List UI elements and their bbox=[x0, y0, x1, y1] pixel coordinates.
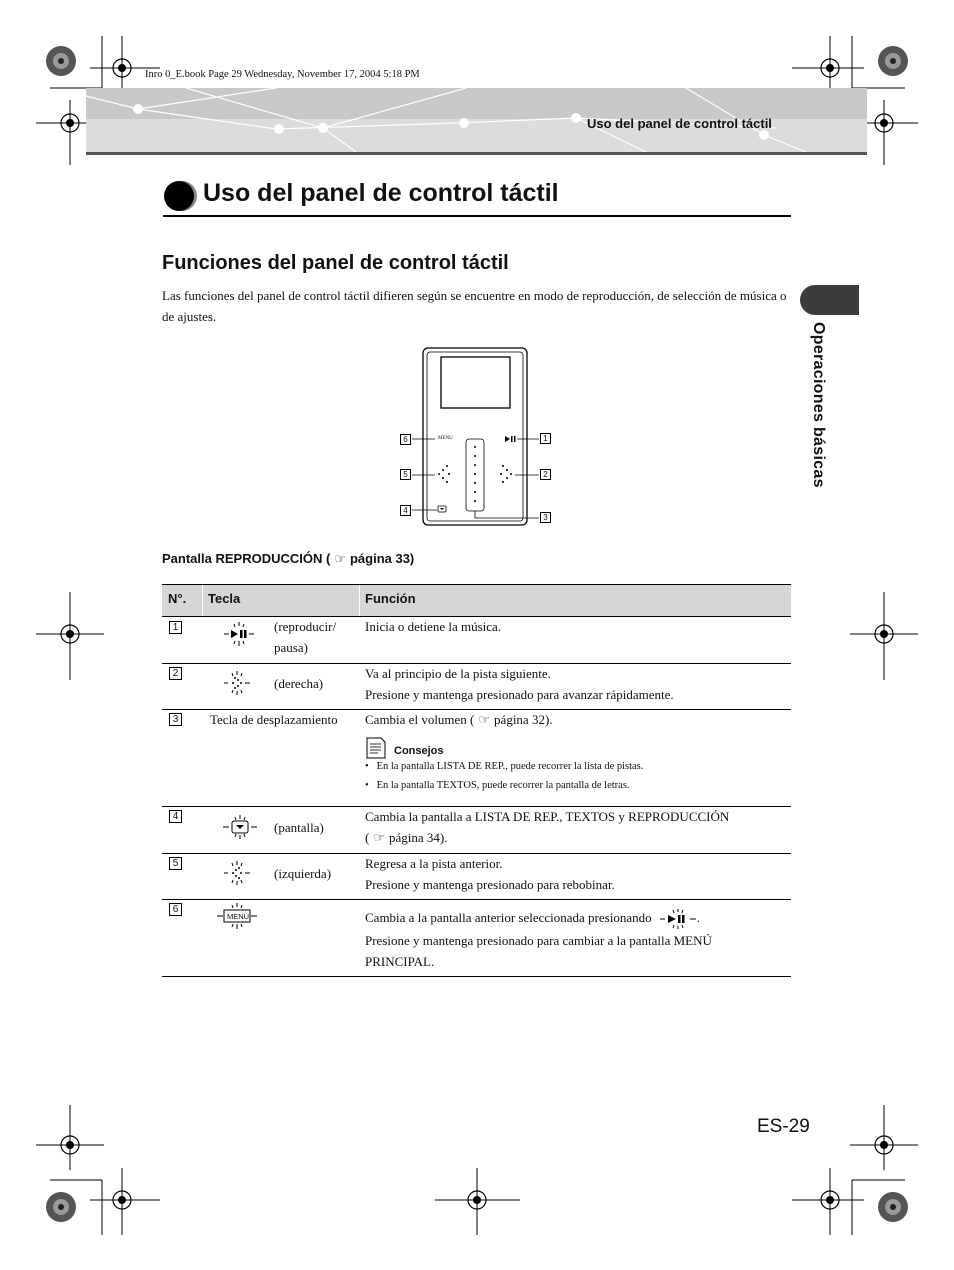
tip-item-2: • En la pantalla TEXTOS, puede recorrer la pantalla de letras. bbox=[365, 780, 630, 791]
book-info-line: Inro 0_E.book Page 29 Wednesday, November 17, 2004 5:18 PM bbox=[145, 69, 420, 80]
reference-hand-icon: ☞ bbox=[334, 551, 346, 566]
row-1-number: 1 bbox=[169, 621, 182, 634]
page-title: Uso del panel de control táctil bbox=[203, 179, 559, 207]
reference-hand-icon: ☞ bbox=[478, 712, 491, 727]
callout-6: 6 bbox=[400, 434, 411, 445]
row-5-function-2: Presione y mantenga presionado para rebobinar. bbox=[365, 877, 615, 892]
intro-paragraph: Las funciones del panel de control táctil difieren según se encuentre en modo de reproducción, de selección de música o de ajustes. bbox=[162, 288, 787, 324]
row-2-number: 2 bbox=[169, 667, 182, 680]
row-5-key-text: (izquierda) bbox=[274, 866, 332, 881]
title-bullet-icon bbox=[164, 181, 194, 211]
row-5-function-1: Regresa a la pista anterior. bbox=[365, 856, 503, 871]
row-6-number: 6 bbox=[169, 903, 182, 916]
row-4-function-1: Cambia la pantalla a LISTA DE REP., TEXTOS y REPRODUCCIÓN bbox=[365, 809, 730, 824]
callout-4: 4 bbox=[400, 505, 411, 516]
running-header: Uso del panel de control táctil bbox=[587, 116, 772, 131]
callout-1: 1 bbox=[540, 433, 551, 444]
row-1-function: Inicia o detiene la música. bbox=[365, 619, 502, 634]
row-4-function-2: ( ☞ página 34). bbox=[365, 830, 448, 845]
row-2-function-1: Va al principio de la pista siguiente. bbox=[365, 666, 551, 681]
screen-section-label: Pantalla REPRODUCCIÓN ( ☞ página 33) bbox=[162, 551, 415, 566]
page-number: ES-29 bbox=[757, 1116, 810, 1137]
header-num: N°. bbox=[168, 591, 187, 606]
display-icon bbox=[222, 814, 258, 840]
row-2-key-text: (derecha) bbox=[274, 676, 324, 691]
callout-5: 5 bbox=[400, 469, 411, 480]
row-6-function-1: Cambia a la pantalla anterior seleccionada presionando . bbox=[365, 907, 700, 930]
row-1-key-text-1: (reproducir/ bbox=[274, 619, 337, 634]
header-key: Tecla bbox=[208, 591, 241, 606]
row-6-function-3: PRINCIPAL. bbox=[365, 954, 435, 969]
diagram-menu-label: MENU bbox=[438, 436, 453, 441]
table-header bbox=[162, 584, 791, 617]
side-tab bbox=[800, 285, 859, 315]
side-tab-label: Operaciones básicas bbox=[810, 322, 827, 488]
left-arrow-icon bbox=[223, 860, 251, 886]
reference-hand-icon: ☞ bbox=[373, 830, 385, 845]
row-3-function: Cambia el volumen ( ☞ página 32). bbox=[365, 712, 553, 727]
row-3-key-text: Tecla de desplazamiento bbox=[210, 712, 338, 727]
title-rule bbox=[163, 215, 791, 217]
tips-note-icon bbox=[365, 736, 387, 760]
tips-title: Consejos bbox=[394, 745, 444, 757]
tip-item-1: • En la pantalla LISTA DE REP., puede recorrer la lista de pistas. bbox=[365, 761, 644, 772]
row-4-key-text: (pantalla) bbox=[274, 820, 324, 835]
play-pause-icon bbox=[222, 621, 256, 647]
callout-2: 2 bbox=[540, 469, 551, 480]
header-function: Función bbox=[365, 591, 416, 606]
row-6-function-2: Presione y mantenga presionado para cambiar a la pantalla MENÚ bbox=[365, 933, 712, 948]
row-4-number: 4 bbox=[169, 810, 182, 823]
callout-3: 3 bbox=[540, 512, 551, 523]
section-heading: Funciones del panel de control táctil bbox=[162, 252, 509, 274]
menu-icon-label: MENU bbox=[226, 912, 250, 921]
row-3-number: 3 bbox=[169, 713, 182, 726]
right-arrow-icon bbox=[223, 670, 251, 696]
row-1-key-text-2: pausa) bbox=[274, 640, 308, 655]
row-5-number: 5 bbox=[169, 857, 182, 870]
play-pause-icon bbox=[659, 908, 697, 930]
header-rule bbox=[86, 152, 867, 155]
row-2-function-2: Presione y mantenga presionado para avanzar rápidamente. bbox=[365, 687, 674, 702]
